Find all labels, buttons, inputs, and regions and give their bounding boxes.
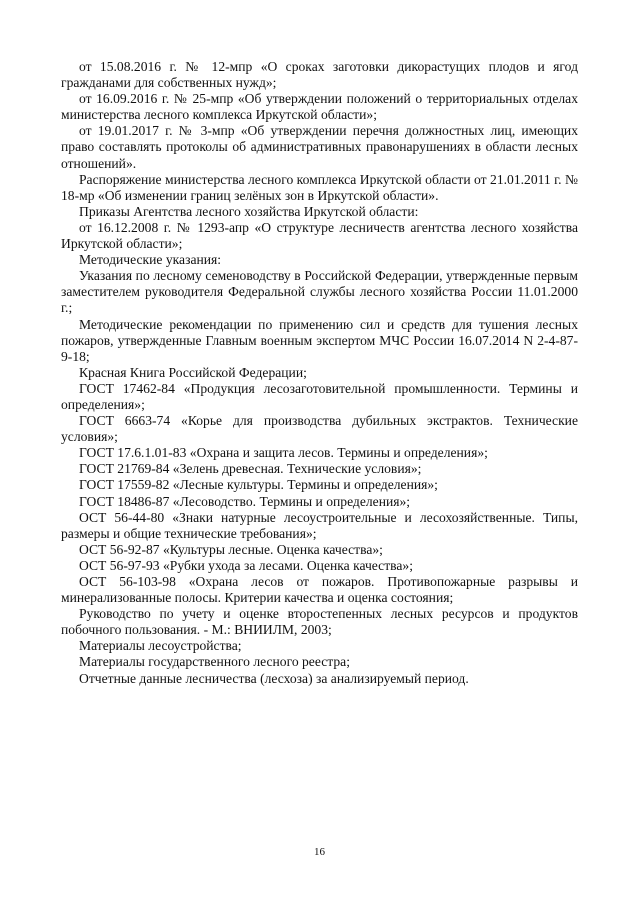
paragraph: Приказы Агентства лесного хозяйства Иркутской области: [79, 203, 419, 219]
paragraph: ОСТ 56-103-98 «Охрана лесов от пожаров. Противопожарные разрывы и минерализованные полосы. Критерии качества и оценка состояния; [61, 574, 578, 606]
paragraph: Красная Книга Российской Федерации; [79, 364, 307, 380]
paragraph: Методические рекомендации по применению сил и средств для тушения лесных пожаров, утвержденные Главным военным экспертом МЧС России 16.07.2014 N 2-4-87-9-18; [61, 316, 578, 364]
paragraph: ГОСТ 6663-74 «Корье для производства дубильных экстрактов. Технические условия»; [61, 413, 578, 445]
paragraph: ГОСТ 17.6.1.01-83 «Охрана и защита лесов. Термины и определения»; [79, 445, 488, 461]
paragraph: Указания по лесному семеноводству в Российской Федерации, утвержденные первым заместителем руководителя Федеральной службы лесного хозяйства России 11.01.2000 г.; [61, 268, 578, 316]
paragraph: от 16.12.2008 г. № 1293-апр «О структуре лесничеств агентства лесного хозяйства Иркутской области»; [61, 219, 578, 252]
paragraph: ГОСТ 21769-84 «Зелень древесная. Технические условия»; [79, 461, 422, 477]
document-page [61, 59, 578, 687]
paragraph: ГОСТ 17462-84 «Продукция лесозаготовительной промышленности. Термины и определения»; [61, 380, 578, 412]
paragraph: Материалы государственного лесного реестра; [79, 654, 350, 670]
paragraph: от 15.08.2016 г. № 12-мпр «О сроках заготовки дикорастущих плодов и ягод гражданами для собственных нужд»; [61, 59, 578, 91]
paragraph: Распоряжение министерства лесного комплекса Иркутской области от 21.01.2011 г. № 18-мр «Об изменении границ зелёных зон в Иркутской области». [61, 171, 578, 203]
paragraph: ОСТ 56-97-93 «Рубки ухода за лесами. Оценка качества»; [79, 557, 413, 573]
paragraph: Материалы лесоустройства; [79, 638, 242, 654]
paragraph: от 16.09.2016 г. № 25-мпр «Об утверждении положений о территориальных отделах министерства лесного комплекса Иркутской области»; [61, 91, 578, 123]
page-number: 16 [314, 846, 325, 858]
paragraph: от 19.01.2017 г. № 3-мпр «Об утверждении перечня должностных лиц, имеющих право составлять протоколы об административных правонарушениях в области лесных отношений». [61, 123, 578, 171]
paragraph: ОСТ 56-44-80 «Знаки натурные лесоустроительные и лесохозяйственные. Типы, размеры и общие технические требования»; [61, 509, 578, 541]
paragraph: ГОСТ 18486-87 «Лесоводство. Термины и определения»; [79, 493, 411, 509]
paragraph: Руководство по учету и оценке второстепенных лесных ресурсов и продуктов побочного пользования. - М.: ВНИИЛМ, 2003; [61, 606, 578, 638]
paragraph: ГОСТ 17559-82 «Лесные культуры. Термины и определения»; [79, 477, 438, 493]
paragraph: ОСТ 56-92-87 «Культуры лесные. Оценка качества»; [79, 541, 383, 557]
paragraph: Отчетные данные лесничества (лесхоза) за анализируемый период. [79, 670, 469, 686]
paragraph: Методические указания: [79, 252, 222, 268]
